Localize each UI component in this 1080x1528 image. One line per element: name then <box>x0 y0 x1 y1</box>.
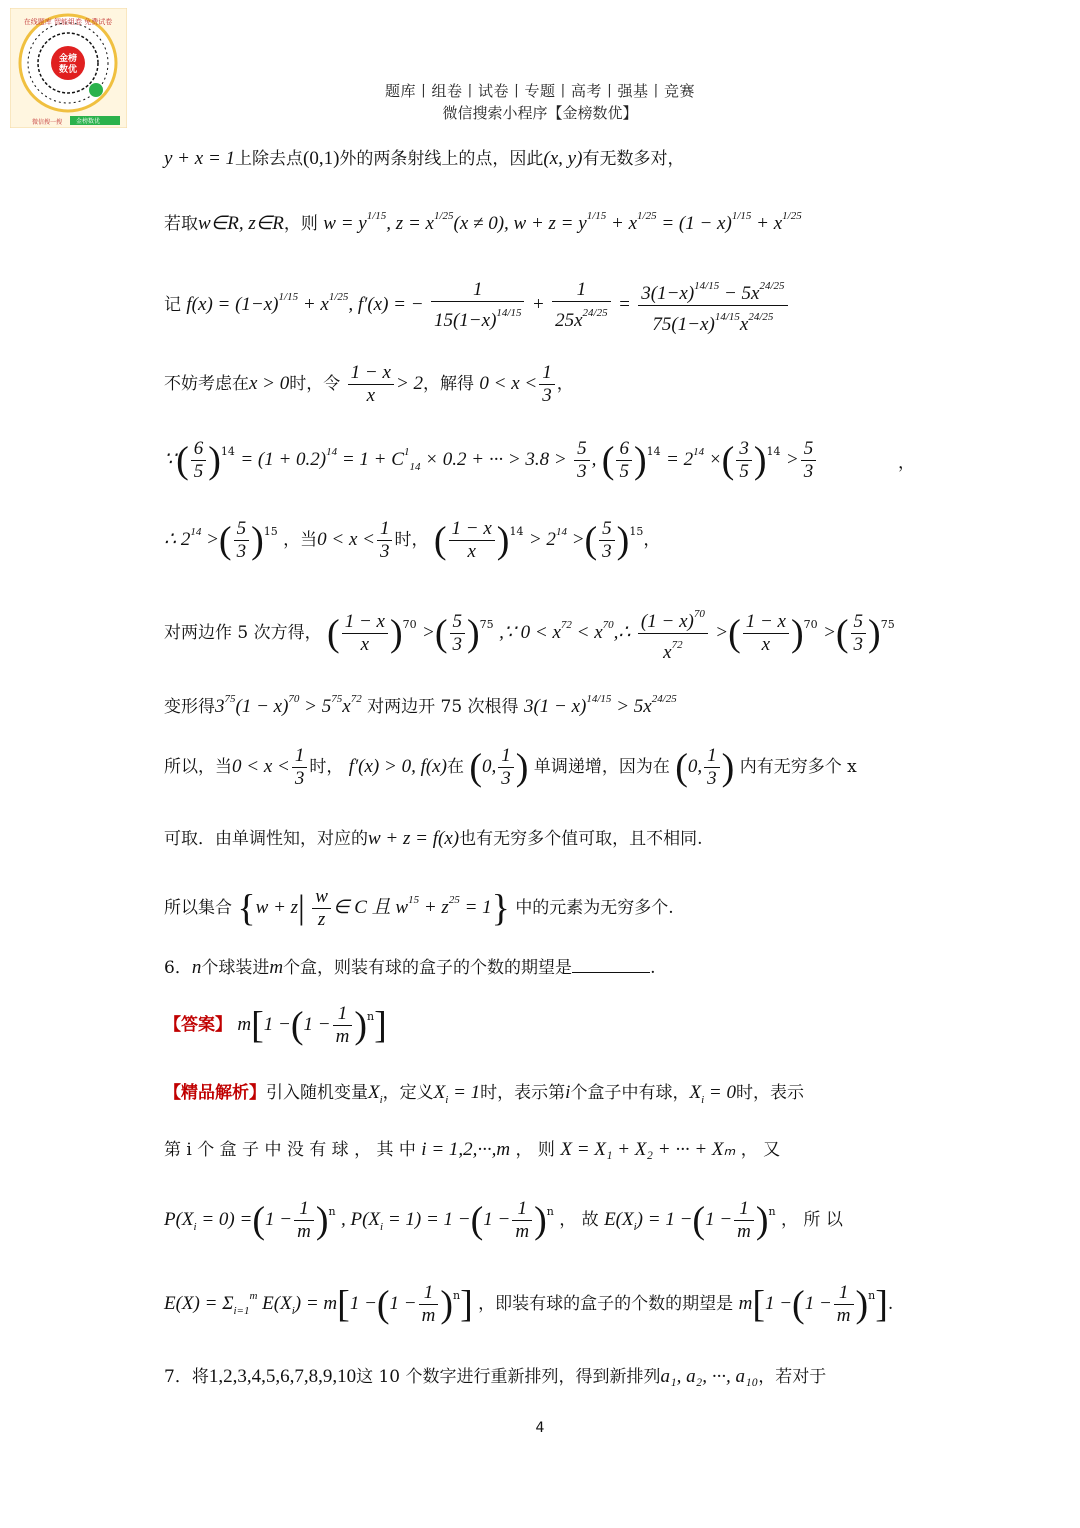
answer-line: 【答案】 m[1 −(1 − $\frac{1}{m}$ )$^n$] <box>164 1003 387 1047</box>
analysis-line: 【精品解析】引入随机变量$X_i$，定义$X_i = 1$时，表示第i个盒子中有球，$X_i = 0$时，表示 <box>164 1082 804 1106</box>
formula-line: 记 $f(x) = (1-x)^{1/15} + x^{1/25}$, f′(x) = − $\frac{1}{15(1-x)^{14/15}}$ + $\frac{1}{25x^{24/25}}$ = $\frac{3(1-x)^{14/15} - 5x^{24/25}}{75(1-x)^{14/15}x^{24/25}}$ <box>164 275 790 336</box>
svg-text:金榜数优: 金榜数优 <box>76 118 101 125</box>
question-6: 6．n个球装进m个盒，则装有球的盒子的个数的期望是 . <box>164 957 656 978</box>
formula-line: ∵( $\frac{6}{5}$ )$^{14} = (1 + 0.2)^{14} = 1 + C^1_{14} \times 0.2$ + ··· > 3.8 > $\frac{5}{3}$ , ( $\frac{6}{5}$ )$^{14} = 2^{14}$ ×( $\frac{3}{5}$ )$^{14}$ > $\frac{5}{3}$ <box>164 438 818 483</box>
svg-text:在线题库 智能组卷 免费试卷: 在线题库 智能组卷 免费试卷 <box>23 18 113 26</box>
formula-line: 变形得$3^{75}(1 - x)^{70} > 5^{75}x^{72}$ 对两边开 75 次根得 $3(1 - x)^{14/15} > 5x^{24/25}$ <box>164 693 677 717</box>
svg-text:金榜: 金榜 <box>58 54 78 64</box>
page-number: 4 <box>535 1420 545 1436</box>
analysis-label: 【精品解析】 <box>164 1083 266 1103</box>
text-line: y + x = 1上除去点(0,1)外的两条射线上的点，因此(x, y)有无数多对， <box>164 148 685 169</box>
answer-blank <box>572 956 650 973</box>
punct: ， <box>898 453 915 473</box>
header-subtitle: 微信搜索小程序【金榜数优】 <box>442 104 638 122</box>
question-7: 7．将1,2,3,4,5,6,7,8,9,10这 10 个数字进行重新排列，得到新排列a₁, a₂, ···, a₁₀，若对于 <box>164 1366 827 1387</box>
answer-label: 【答案】 <box>164 1015 232 1035</box>
formula-line: $P(X_i = 0) =(1$ − $\frac{1}{m}$ )$^n$ , $P(X_i = 1) = 1 -(1$ − $\frac{1}{m}$ )$^n$ ， 故 $E(X_i) = 1 -(1$ − $\frac{1}{m}$ )$^n$ ， 所 以 <box>164 1198 843 1242</box>
svg-text:微信搜一搜: 微信搜一搜 <box>32 119 63 126</box>
formula-line: $E(X) = \Sigma_{i=1}^m$ $E(X_i) = m[1 -(1$ − $\frac{1}{m}$ )$^n$] ，即装有球的盒子的个数的期望是 m[1 −(1 − $\frac{1}{m}$ )$^n$]. <box>164 1282 894 1326</box>
text-line: 若取w∈R, z∈R，则 $w = y^{1/15}$, $z = x^{1/25}(x \ne 0)$, $w + z = y^{1/15} + x^{1/25} = (1 - x)^{1/15} + x^{1/25}$ <box>164 210 802 234</box>
formula-line: ∴ $2^{14}$ >( $\frac{5}{3}$ )$^{15}$ ，当0 < x < $\frac{1}{3}$ 时， ( $\frac{1 - x}{x}$ )$^{14} > 2^{14}$ >( $\frac{5}{3}$ )$^{15}$， <box>164 518 661 562</box>
text-line: 可取．由单调性知，对应的w + z = f(x)也有无穷多个值可取，且不相同. <box>164 828 703 849</box>
formula-line: 对两边作 5 次方得， ( $\frac{1 - x}{x}$ )$^{70}$ >( $\frac{5}{3}$ )$^{75}$ ,∵ $0 < x^{72}$ < $x^{70},\therefore$ $\frac{(1 - x)^{70}}{x^{72}}$ >( $\frac{1 - x}{x}$ )$^{70}$ >( $\frac{5}{3}$ )$^{75}$ <box>164 603 895 664</box>
svg-text:数优: 数优 <box>58 65 78 75</box>
formula-line: 不妨考虑在x > 0时，令 $\frac{1 - x}{x}$ > 2，解得 0 < x < $\frac{1}{3}$ ， <box>164 362 574 406</box>
header-nav: 题库丨组卷丨试卷丨专题丨高考丨强基丨竞赛 <box>384 82 695 100</box>
formula-line: 所以，当0 < x < $\frac{1}{3}$ 时， f′(x) > 0, f(x)在 (0, $\frac{1}{3}$ ) 单调递增，因为在 (0, $\frac{1}{3}$ ) 内有无穷多个 x <box>164 745 857 789</box>
text-line: 第 i 个 盒 子 中 没 有 球 ， 其 中 i = 1,2,···,m ， 则 X = X₁ + X₂ + ··· + Xₘ ， 又 <box>164 1139 781 1160</box>
formula-line: 所以集合 {w + z| $\frac{w}{z}$ ∈ C 且 $w^{15} + z^{25} = 1$} 中的元素为无穷多个. <box>164 886 674 930</box>
